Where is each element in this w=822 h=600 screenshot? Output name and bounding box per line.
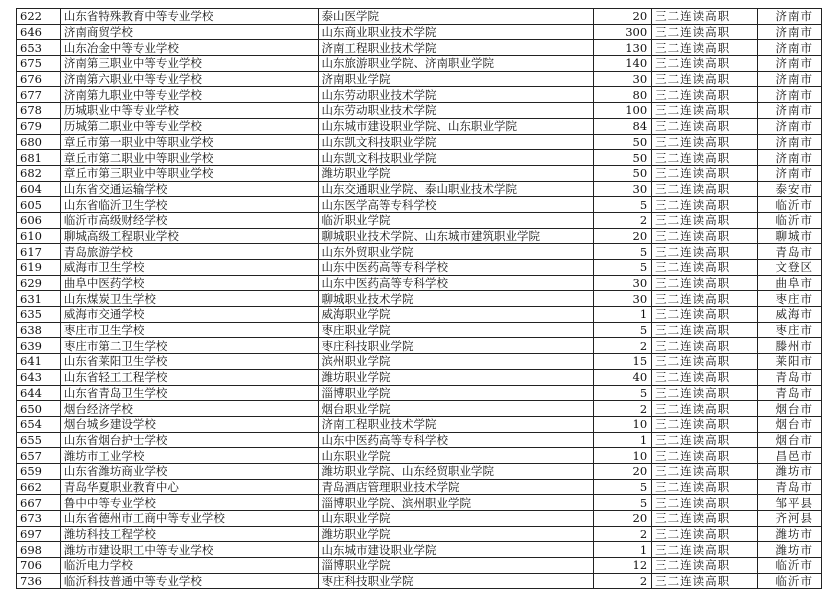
table-row	[17, 24, 822, 40]
school-name-cell: 章丘市第二职业中等职业学校	[60, 150, 318, 166]
school-name-cell: 章丘市第三职业中等职业学校	[60, 165, 318, 181]
city-cell: 临沂市	[758, 197, 822, 213]
table-row	[17, 228, 822, 244]
school-code-cell: 697	[17, 526, 61, 542]
partner-college-cell: 烟台职业学院	[318, 401, 594, 417]
school-name-cell: 山东省烟台护士学校	[60, 432, 318, 448]
partner-college-cell: 济南工程职业技术学院	[318, 416, 594, 432]
school-name-cell: 临沂科技普通中等专业学校	[60, 573, 318, 589]
quota-cell: 5	[594, 197, 652, 213]
school-name-cell: 山东省交通运输学校	[60, 181, 318, 197]
school-name-cell: 历城职业中等专业学校	[60, 103, 318, 119]
quota-cell: 1	[594, 542, 652, 558]
school-name-cell: 烟台城乡建设学校	[60, 416, 318, 432]
school-name-cell: 山东省特殊教育中等专业学校	[60, 9, 318, 25]
quota-cell: 20	[594, 463, 652, 479]
school-name-cell: 山东省临沂卫生学校	[60, 197, 318, 213]
program-type-cell: 三二连读高职	[652, 479, 758, 495]
city-cell: 济南市	[758, 56, 822, 72]
city-cell: 济南市	[758, 150, 822, 166]
table-row	[17, 197, 822, 213]
school-code-cell: 631	[17, 291, 61, 307]
quota-cell: 30	[594, 181, 652, 197]
table-row	[17, 150, 822, 166]
city-cell: 济南市	[758, 71, 822, 87]
program-type-cell: 三二连读高职	[652, 87, 758, 103]
enrollment-table	[16, 8, 822, 589]
partner-college-cell: 淄博职业学院	[318, 385, 594, 401]
table-row	[17, 432, 822, 448]
table-row	[17, 181, 822, 197]
quota-cell: 84	[594, 118, 652, 134]
program-type-cell: 三二连读高职	[652, 416, 758, 432]
partner-college-cell: 滨州职业学院	[318, 354, 594, 370]
table-row	[17, 291, 822, 307]
quota-cell: 100	[594, 103, 652, 119]
partner-college-cell: 山东中医药高等专科学校	[318, 275, 594, 291]
program-type-cell: 三二连读高职	[652, 150, 758, 166]
program-type-cell: 三二连读高职	[652, 432, 758, 448]
quota-cell: 140	[594, 56, 652, 72]
city-cell: 烟台市	[758, 401, 822, 417]
school-name-cell: 威海市卫生学校	[60, 260, 318, 276]
table-row	[17, 354, 822, 370]
city-cell: 昌邑市	[758, 448, 822, 464]
school-name-cell: 济南第六职业中等专业学校	[60, 71, 318, 87]
quota-cell: 5	[594, 322, 652, 338]
city-cell: 青岛市	[758, 385, 822, 401]
partner-college-cell: 枣庄科技职业学院	[318, 338, 594, 354]
program-type-cell: 三二连读高职	[652, 542, 758, 558]
school-name-cell: 山东省莱阳卫生学校	[60, 354, 318, 370]
program-type-cell: 三二连读高职	[652, 354, 758, 370]
quota-cell: 20	[594, 228, 652, 244]
table-row	[17, 307, 822, 323]
school-name-cell: 山东煤炭卫生学校	[60, 291, 318, 307]
partner-college-cell: 济南工程职业技术学院	[318, 40, 594, 56]
program-type-cell: 三二连读高职	[652, 118, 758, 134]
program-type-cell: 三二连读高职	[652, 244, 758, 260]
city-cell: 枣庄市	[758, 291, 822, 307]
school-code-cell: 644	[17, 385, 61, 401]
school-code-cell: 617	[17, 244, 61, 260]
school-name-cell: 山东冶金中等专业学校	[60, 40, 318, 56]
city-cell: 济南市	[758, 9, 822, 25]
partner-college-cell: 山东外贸职业学院	[318, 244, 594, 260]
school-name-cell: 潍坊市建设职工中等专业学校	[60, 542, 318, 558]
program-type-cell: 三二连读高职	[652, 103, 758, 119]
program-type-cell: 三二连读高职	[652, 322, 758, 338]
school-code-cell: 667	[17, 495, 61, 511]
quota-cell: 130	[594, 40, 652, 56]
program-type-cell: 三二连读高职	[652, 291, 758, 307]
partner-college-cell: 山东城市建设职业学院、山东职业学院	[318, 118, 594, 134]
school-code-cell: 635	[17, 307, 61, 323]
partner-college-cell: 聊城职业技术学院、山东城市建筑职业学院	[318, 228, 594, 244]
partner-college-cell: 临沂职业学院	[318, 212, 594, 228]
quota-cell: 1	[594, 307, 652, 323]
quota-cell: 10	[594, 416, 652, 432]
school-code-cell: 677	[17, 87, 61, 103]
quota-cell: 5	[594, 244, 652, 260]
program-type-cell: 三二连读高职	[652, 228, 758, 244]
quota-cell: 2	[594, 573, 652, 589]
school-code-cell: 641	[17, 354, 61, 370]
program-type-cell: 三二连读高职	[652, 275, 758, 291]
city-cell: 潍坊市	[758, 542, 822, 558]
table-row	[17, 260, 822, 276]
partner-college-cell: 山东医学高等专科学校	[318, 197, 594, 213]
quota-cell: 20	[594, 9, 652, 25]
quota-cell: 30	[594, 291, 652, 307]
program-type-cell: 三二连读高职	[652, 511, 758, 527]
program-type-cell: 三二连读高职	[652, 463, 758, 479]
partner-college-cell: 山东中医药高等专科学校	[318, 432, 594, 448]
partner-college-cell: 山东凯文科技职业学院	[318, 150, 594, 166]
table-row	[17, 448, 822, 464]
school-name-cell: 曲阜中医药学校	[60, 275, 318, 291]
partner-college-cell: 淄博职业学院	[318, 558, 594, 574]
city-cell: 滕州市	[758, 338, 822, 354]
partner-college-cell: 威海职业学院	[318, 307, 594, 323]
partner-college-cell: 枣庄职业学院	[318, 322, 594, 338]
city-cell: 泰安市	[758, 181, 822, 197]
city-cell: 齐河县	[758, 511, 822, 527]
school-name-cell: 枣庄市第二卫生学校	[60, 338, 318, 354]
program-type-cell: 三二连读高职	[652, 448, 758, 464]
program-type-cell: 三二连读高职	[652, 212, 758, 228]
school-name-cell: 山东省潍坊商业学校	[60, 463, 318, 479]
table-row	[17, 212, 822, 228]
city-cell: 济南市	[758, 40, 822, 56]
school-name-cell: 青岛华夏职业教育中心	[60, 479, 318, 495]
table-row	[17, 416, 822, 432]
school-code-cell: 629	[17, 275, 61, 291]
table-row	[17, 338, 822, 354]
partner-college-cell: 潍坊职业学院	[318, 369, 594, 385]
school-code-cell: 650	[17, 401, 61, 417]
city-cell: 青岛市	[758, 244, 822, 260]
program-type-cell: 三二连读高职	[652, 181, 758, 197]
school-name-cell: 章丘市第一职业中等职业学校	[60, 134, 318, 150]
city-cell: 济南市	[758, 24, 822, 40]
quota-cell: 5	[594, 260, 652, 276]
school-code-cell: 659	[17, 463, 61, 479]
program-type-cell: 三二连读高职	[652, 573, 758, 589]
table-row	[17, 40, 822, 56]
city-cell: 济南市	[758, 87, 822, 103]
school-code-cell: 678	[17, 103, 61, 119]
quota-cell: 40	[594, 369, 652, 385]
program-type-cell: 三二连读高职	[652, 40, 758, 56]
school-name-cell: 烟台经济学校	[60, 401, 318, 417]
program-type-cell: 三二连读高职	[652, 134, 758, 150]
quota-cell: 12	[594, 558, 652, 574]
program-type-cell: 三二连读高职	[652, 56, 758, 72]
partner-college-cell: 山东职业学院	[318, 448, 594, 464]
city-cell: 济南市	[758, 118, 822, 134]
city-cell: 邹平县	[758, 495, 822, 511]
table-row	[17, 87, 822, 103]
school-code-cell: 680	[17, 134, 61, 150]
partner-college-cell: 济南职业学院	[318, 71, 594, 87]
program-type-cell: 三二连读高职	[652, 71, 758, 87]
city-cell: 枣庄市	[758, 322, 822, 338]
partner-college-cell: 枣庄科技职业学院	[318, 573, 594, 589]
quota-cell: 2	[594, 401, 652, 417]
quota-cell: 30	[594, 275, 652, 291]
quota-cell: 2	[594, 526, 652, 542]
school-name-cell: 聊城高级工程职业学校	[60, 228, 318, 244]
school-name-cell: 济南第九职业中等专业学校	[60, 87, 318, 103]
table-row	[17, 558, 822, 574]
school-name-cell: 山东省青岛卫生学校	[60, 385, 318, 401]
table-row	[17, 322, 822, 338]
school-code-cell: 681	[17, 150, 61, 166]
quota-cell: 10	[594, 448, 652, 464]
partner-college-cell: 潍坊职业学院	[318, 165, 594, 181]
city-cell: 文登区	[758, 260, 822, 276]
partner-college-cell: 泰山医学院	[318, 9, 594, 25]
school-code-cell: 638	[17, 322, 61, 338]
city-cell: 临沂市	[758, 558, 822, 574]
table-row	[17, 9, 822, 25]
school-name-cell: 临沂电力学校	[60, 558, 318, 574]
city-cell: 济南市	[758, 165, 822, 181]
program-type-cell: 三二连读高职	[652, 24, 758, 40]
table-row	[17, 244, 822, 260]
city-cell: 聊城市	[758, 228, 822, 244]
quota-cell: 2	[594, 212, 652, 228]
school-name-cell: 济南商贸学校	[60, 24, 318, 40]
city-cell: 青岛市	[758, 369, 822, 385]
program-type-cell: 三二连读高职	[652, 9, 758, 25]
city-cell: 潍坊市	[758, 526, 822, 542]
school-code-cell: 653	[17, 40, 61, 56]
school-code-cell: 679	[17, 118, 61, 134]
partner-college-cell: 潍坊职业学院、山东经贸职业学院	[318, 463, 594, 479]
table-row	[17, 463, 822, 479]
table-row	[17, 479, 822, 495]
table-row	[17, 542, 822, 558]
quota-cell: 30	[594, 71, 652, 87]
school-code-cell: 655	[17, 432, 61, 448]
city-cell: 潍坊市	[758, 463, 822, 479]
program-type-cell: 三二连读高职	[652, 385, 758, 401]
table-row	[17, 511, 822, 527]
partner-college-cell: 山东商业职业技术学院	[318, 24, 594, 40]
table-row	[17, 103, 822, 119]
city-cell: 临沂市	[758, 212, 822, 228]
city-cell: 烟台市	[758, 432, 822, 448]
table-row	[17, 275, 822, 291]
school-code-cell: 675	[17, 56, 61, 72]
partner-college-cell: 山东城市建设职业学院	[318, 542, 594, 558]
quota-cell: 5	[594, 495, 652, 511]
school-code-cell: 682	[17, 165, 61, 181]
table-row	[17, 118, 822, 134]
partner-college-cell: 潍坊职业学院	[318, 526, 594, 542]
quota-cell: 5	[594, 479, 652, 495]
table-row	[17, 401, 822, 417]
partner-college-cell: 山东中医药高等专科学校	[318, 260, 594, 276]
program-type-cell: 三二连读高职	[652, 495, 758, 511]
table-row	[17, 369, 822, 385]
quota-cell: 1	[594, 432, 652, 448]
city-cell: 青岛市	[758, 479, 822, 495]
quota-cell: 2	[594, 338, 652, 354]
school-name-cell: 鲁中中等专业学校	[60, 495, 318, 511]
city-cell: 曲阜市	[758, 275, 822, 291]
quota-cell: 15	[594, 354, 652, 370]
school-code-cell: 676	[17, 71, 61, 87]
program-type-cell: 三二连读高职	[652, 165, 758, 181]
school-name-cell: 潍坊市工业学校	[60, 448, 318, 464]
school-code-cell: 736	[17, 573, 61, 589]
table-row	[17, 56, 822, 72]
school-name-cell: 枣庄市卫生学校	[60, 322, 318, 338]
partner-college-cell: 山东劳动职业技术学院	[318, 103, 594, 119]
table-row	[17, 71, 822, 87]
partner-college-cell: 山东旅游职业学院、济南职业学院	[318, 56, 594, 72]
school-name-cell: 济南第三职业中等专业学校	[60, 56, 318, 72]
school-code-cell: 622	[17, 9, 61, 25]
school-code-cell: 619	[17, 260, 61, 276]
partner-college-cell: 淄博职业学院、滨州职业学院	[318, 495, 594, 511]
school-code-cell: 662	[17, 479, 61, 495]
quota-cell: 300	[594, 24, 652, 40]
school-name-cell: 临沂市高级财经学校	[60, 212, 318, 228]
quota-cell: 5	[594, 385, 652, 401]
partner-college-cell: 青岛酒店管理职业技术学院	[318, 479, 594, 495]
quota-cell: 80	[594, 87, 652, 103]
city-cell: 烟台市	[758, 416, 822, 432]
table-row	[17, 385, 822, 401]
school-code-cell: 643	[17, 369, 61, 385]
program-type-cell: 三二连读高职	[652, 197, 758, 213]
partner-college-cell: 山东交通职业学院、泰山职业技术学院	[318, 181, 594, 197]
school-name-cell: 山东省德州市工商中等专业学校	[60, 511, 318, 527]
table-body	[17, 9, 822, 589]
program-type-cell: 三二连读高职	[652, 260, 758, 276]
school-code-cell: 606	[17, 212, 61, 228]
school-name-cell: 山东省轻工工程学校	[60, 369, 318, 385]
city-cell: 威海市	[758, 307, 822, 323]
school-name-cell: 威海市交通学校	[60, 307, 318, 323]
program-type-cell: 三二连读高职	[652, 401, 758, 417]
program-type-cell: 三二连读高职	[652, 558, 758, 574]
city-cell: 莱阳市	[758, 354, 822, 370]
program-type-cell: 三二连读高职	[652, 307, 758, 323]
partner-college-cell: 山东劳动职业技术学院	[318, 87, 594, 103]
table-row	[17, 165, 822, 181]
quota-cell: 50	[594, 134, 652, 150]
program-type-cell: 三二连读高职	[652, 369, 758, 385]
school-code-cell: 673	[17, 511, 61, 527]
quota-cell: 50	[594, 165, 652, 181]
quota-cell: 20	[594, 511, 652, 527]
school-name-cell: 青岛旅游学校	[60, 244, 318, 260]
school-code-cell: 698	[17, 542, 61, 558]
program-type-cell: 三二连读高职	[652, 526, 758, 542]
school-code-cell: 639	[17, 338, 61, 354]
city-cell: 济南市	[758, 134, 822, 150]
program-type-cell: 三二连读高职	[652, 338, 758, 354]
quota-cell: 50	[594, 150, 652, 166]
partner-college-cell: 山东凯文科技职业学院	[318, 134, 594, 150]
city-cell: 临沂市	[758, 573, 822, 589]
table-row	[17, 573, 822, 589]
school-name-cell: 潍坊科技工程学校	[60, 526, 318, 542]
school-code-cell: 657	[17, 448, 61, 464]
partner-college-cell: 聊城职业技术学院	[318, 291, 594, 307]
school-code-cell: 654	[17, 416, 61, 432]
table-row	[17, 495, 822, 511]
school-code-cell: 604	[17, 181, 61, 197]
school-code-cell: 605	[17, 197, 61, 213]
table-row	[17, 134, 822, 150]
school-code-cell: 610	[17, 228, 61, 244]
school-code-cell: 646	[17, 24, 61, 40]
table-row	[17, 526, 822, 542]
school-name-cell: 历城第二职业中等专业学校	[60, 118, 318, 134]
partner-college-cell: 山东职业学院	[318, 511, 594, 527]
city-cell: 济南市	[758, 103, 822, 119]
school-code-cell: 706	[17, 558, 61, 574]
